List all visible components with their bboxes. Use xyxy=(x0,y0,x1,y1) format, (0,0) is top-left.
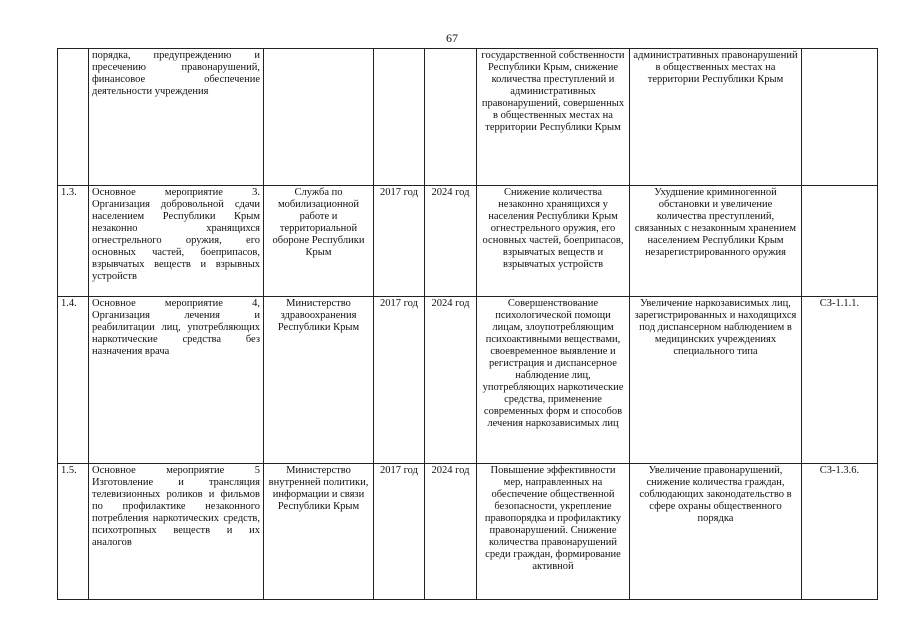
end-year-cell: 2024 год xyxy=(425,297,477,464)
activity-cell: Основное мероприятие 3. Организация добровольной сдачи населением Республики Крым незаконно хранящихся огнестрельного оружия, его основных частей, боеприпасов, взрывчатых веществ и взрывных устройств xyxy=(89,186,264,297)
indicator-link-cell: СЗ-1.1.1. xyxy=(802,297,878,464)
expected-result-cell: Повышение эффективности мер, направленных на обеспечение общественной безопасности, укрепление правопорядка и профилактику правонарушений. Снижение количества правонарушений среди граждан, формирование активной xyxy=(477,464,630,600)
start-year-cell: 2017 год xyxy=(374,297,425,464)
executor-cell: Министерство здравоохранения Республики Крым xyxy=(264,297,374,464)
start-year-cell: 2017 год xyxy=(374,186,425,297)
table-row xyxy=(58,186,878,297)
table-row xyxy=(58,464,878,600)
row-number: 1.5. xyxy=(58,464,89,600)
end-year-cell: 2024 год xyxy=(425,464,477,600)
executor-cell: Министерство внутренней политики, информации и связи Республики Крым xyxy=(264,464,374,600)
expected-result-cell: Снижение количества незаконно хранящихся у населения Республики Крым огнестрельного оружия, его основных частей, боеприпасов, взрывчатых веществ и взрывчатых устройств xyxy=(477,186,630,297)
executor-cell xyxy=(264,49,374,186)
consequences-cell: административных правонарушений в общественных местах на территории Республики Крым xyxy=(630,49,802,186)
executor-cell: Служба по мобилизационной работе и территориальной обороне Республики Крым xyxy=(264,186,374,297)
start-year-cell: 2017 год xyxy=(374,464,425,600)
table-row xyxy=(58,49,878,186)
consequences-cell: Ухудшение криминогенной обстановки и увеличение количества преступлений, связанных с незаконным хранением населением Республики Крым незарегистрированного оружия xyxy=(630,186,802,297)
indicator-link-cell xyxy=(802,49,878,186)
page-number: 67 xyxy=(446,31,458,45)
table-row xyxy=(58,297,878,464)
consequences-cell: Увеличение правонарушений, снижение количества граждан, соблюдающих законодательство в сфере охраны общественного порядка xyxy=(630,464,802,600)
consequences-cell: Увеличение наркозависимых лиц, зарегистрированных и находящихся под диспансерном наблюдением в медицинских учреждениях специального типа xyxy=(630,297,802,464)
activity-cell: Основное мероприятие 4, Организация лечения и реабилитации лиц, употребляющих наркотические средства без назначения врача xyxy=(89,297,264,464)
row-number: 1.3. xyxy=(58,186,89,297)
end-year-cell xyxy=(425,49,477,186)
program-activities-table xyxy=(57,48,878,600)
indicator-link-cell xyxy=(802,186,878,297)
start-year-cell xyxy=(374,49,425,186)
end-year-cell: 2024 год xyxy=(425,186,477,297)
row-number xyxy=(58,49,89,186)
indicator-link-cell: СЗ-1.3.6. xyxy=(802,464,878,600)
row-number: 1.4. xyxy=(58,297,89,464)
activity-cell: порядка, предупреждению и пресечению правонарушений, финансовое обеспечение деятельности учреждения xyxy=(89,49,264,186)
expected-result-cell: государственной собственности Республики Крым, снижение количества преступлений и административных правонарушений, совершенных в общественных местах на территории Республики Крым xyxy=(477,49,630,186)
activity-cell: Основное мероприятие 5 Изготовление и трансляция телевизионных роликов и фильмов по профилактике незаконного потребления наркотических средств, психотропных веществ и их аналогов xyxy=(89,464,264,600)
expected-result-cell: Совершенствование психологической помощи лицам, злоупотребляющим психоактивными веществами, своевременное выявление и регистрация и диспансерное наблюдение лиц, употребляющих наркотические средства, применение современных форм и способов лечения наркозависимых лиц xyxy=(477,297,630,464)
